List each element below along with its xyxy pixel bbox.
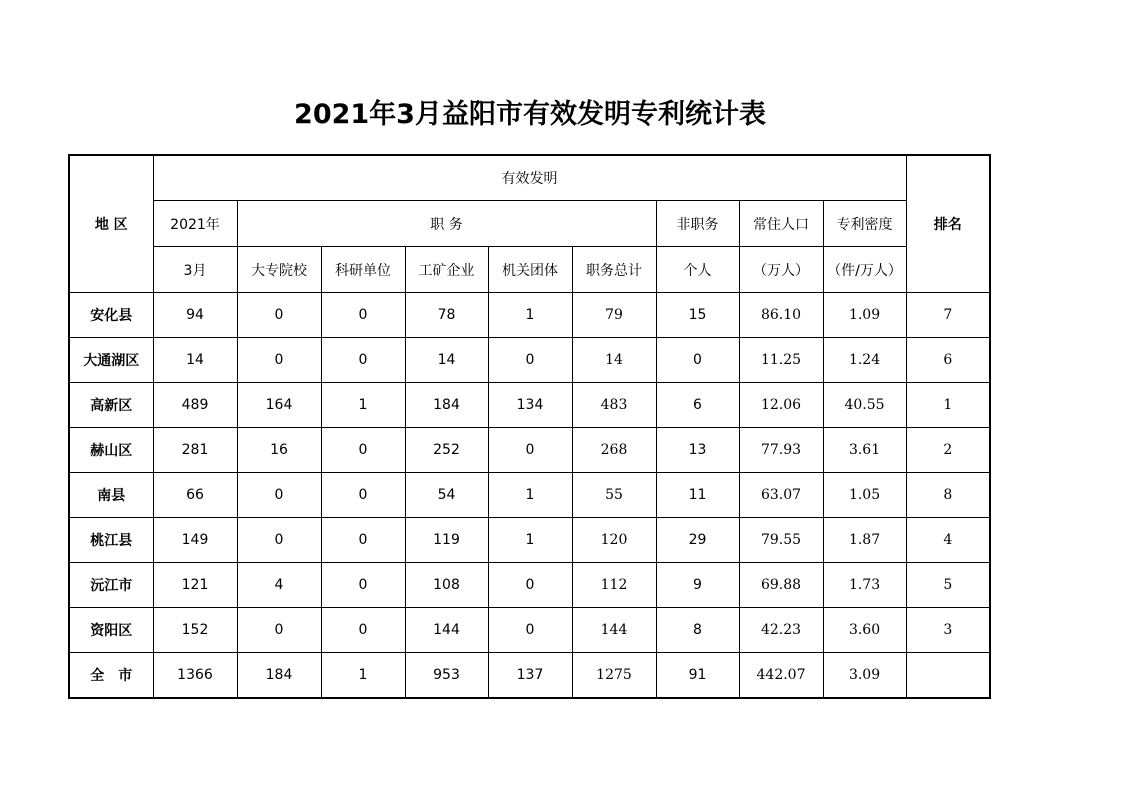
table-row	[69, 518, 990, 563]
institution-cell: 137	[488, 653, 572, 699]
region-cell: 安化县	[69, 293, 153, 338]
region-cell: 沅江市	[69, 563, 153, 608]
service-total-cell: 1275	[572, 653, 656, 699]
institution-cell: 1	[488, 473, 572, 518]
density-cell: 3.60	[823, 608, 906, 653]
region-cell: 大通湖区	[69, 338, 153, 383]
density-cell: 3.09	[823, 653, 906, 699]
total-cell: 94	[153, 293, 237, 338]
region-cell: 高新区	[69, 383, 153, 428]
region-cell: 南县	[69, 473, 153, 518]
total-cell: 66	[153, 473, 237, 518]
research-cell: 0	[321, 608, 405, 653]
rank-cell: 6	[906, 338, 990, 383]
individual-cell: 6	[656, 383, 739, 428]
header-density: 专利密度	[823, 201, 906, 247]
density-cell: 1.09	[823, 293, 906, 338]
total-cell: 281	[153, 428, 237, 473]
research-cell: 1	[321, 383, 405, 428]
header-density-unit: （件/万人）	[823, 247, 906, 293]
patent-statistics-table	[68, 154, 991, 699]
header-year-top: 2021年	[153, 201, 237, 247]
industry-cell: 78	[405, 293, 488, 338]
industry-cell: 184	[405, 383, 488, 428]
table-row	[69, 428, 990, 473]
university-cell: 0	[237, 473, 321, 518]
density-cell: 3.61	[823, 428, 906, 473]
header-research: 科研单位	[321, 247, 405, 293]
university-cell: 0	[237, 518, 321, 563]
university-cell: 184	[237, 653, 321, 699]
total-cell: 14	[153, 338, 237, 383]
header-service: 职 务	[237, 201, 656, 247]
density-cell: 1.87	[823, 518, 906, 563]
university-cell: 0	[237, 338, 321, 383]
header-population: 常住人口	[739, 201, 823, 247]
service-total-cell: 79	[572, 293, 656, 338]
university-cell: 164	[237, 383, 321, 428]
industry-cell: 108	[405, 563, 488, 608]
individual-cell: 15	[656, 293, 739, 338]
total-cell: 121	[153, 563, 237, 608]
header-year-bottom: 3月	[153, 247, 237, 293]
region-cell: 资阳区	[69, 608, 153, 653]
industry-cell: 252	[405, 428, 488, 473]
rank-cell	[906, 653, 990, 699]
institution-cell: 1	[488, 518, 572, 563]
table-row	[69, 338, 990, 383]
header-region: 地 区	[69, 155, 153, 293]
industry-cell: 119	[405, 518, 488, 563]
table-row-total	[69, 653, 990, 699]
individual-cell: 9	[656, 563, 739, 608]
university-cell: 0	[237, 293, 321, 338]
table-row	[69, 383, 990, 428]
density-cell: 1.24	[823, 338, 906, 383]
institution-cell: 0	[488, 428, 572, 473]
header-university: 大专院校	[237, 247, 321, 293]
population-cell: 86.10	[739, 293, 823, 338]
university-cell: 0	[237, 608, 321, 653]
industry-cell: 953	[405, 653, 488, 699]
table-row	[69, 473, 990, 518]
header-effective-invention: 有效发明	[153, 155, 906, 201]
table-row	[69, 608, 990, 653]
rank-cell: 3	[906, 608, 990, 653]
individual-cell: 91	[656, 653, 739, 699]
population-cell: 442.07	[739, 653, 823, 699]
header-individual: 个人	[656, 247, 739, 293]
density-cell: 1.05	[823, 473, 906, 518]
rank-cell: 7	[906, 293, 990, 338]
research-cell: 0	[321, 563, 405, 608]
population-cell: 42.23	[739, 608, 823, 653]
population-cell: 11.25	[739, 338, 823, 383]
density-cell: 1.73	[823, 563, 906, 608]
rank-cell: 1	[906, 383, 990, 428]
population-cell: 12.06	[739, 383, 823, 428]
region-cell: 桃江县	[69, 518, 153, 563]
institution-cell: 0	[488, 608, 572, 653]
density-cell: 40.55	[823, 383, 906, 428]
institution-cell: 134	[488, 383, 572, 428]
table-row	[69, 563, 990, 608]
university-cell: 16	[237, 428, 321, 473]
header-rank: 排名	[906, 155, 990, 293]
header-industry: 工矿企业	[405, 247, 488, 293]
total-cell: 152	[153, 608, 237, 653]
service-total-cell: 14	[572, 338, 656, 383]
total-cell: 489	[153, 383, 237, 428]
research-cell: 0	[321, 473, 405, 518]
industry-cell: 144	[405, 608, 488, 653]
header-non-service: 非职务	[656, 201, 739, 247]
population-cell: 77.93	[739, 428, 823, 473]
research-cell: 0	[321, 293, 405, 338]
university-cell: 4	[237, 563, 321, 608]
rank-cell: 5	[906, 563, 990, 608]
header-institution: 机关团体	[488, 247, 572, 293]
individual-cell: 11	[656, 473, 739, 518]
rank-cell: 2	[906, 428, 990, 473]
region-cell: 全 市	[69, 653, 153, 699]
service-total-cell: 55	[572, 473, 656, 518]
service-total-cell: 268	[572, 428, 656, 473]
header-service-total: 职务总计	[572, 247, 656, 293]
institution-cell: 0	[488, 338, 572, 383]
service-total-cell: 483	[572, 383, 656, 428]
research-cell: 0	[321, 428, 405, 473]
individual-cell: 8	[656, 608, 739, 653]
industry-cell: 14	[405, 338, 488, 383]
total-cell: 149	[153, 518, 237, 563]
individual-cell: 0	[656, 338, 739, 383]
institution-cell: 0	[488, 563, 572, 608]
rank-cell: 8	[906, 473, 990, 518]
institution-cell: 1	[488, 293, 572, 338]
individual-cell: 29	[656, 518, 739, 563]
rank-cell: 4	[906, 518, 990, 563]
table-row	[69, 293, 990, 338]
individual-cell: 13	[656, 428, 739, 473]
region-cell: 赫山区	[69, 428, 153, 473]
service-total-cell: 112	[572, 563, 656, 608]
page-title: 2021年3月益阳市有效发明专利统计表	[294, 99, 766, 130]
research-cell: 0	[321, 338, 405, 383]
total-cell: 1366	[153, 653, 237, 699]
header-population-unit: （万人）	[739, 247, 823, 293]
industry-cell: 54	[405, 473, 488, 518]
service-total-cell: 120	[572, 518, 656, 563]
research-cell: 1	[321, 653, 405, 699]
population-cell: 63.07	[739, 473, 823, 518]
service-total-cell: 144	[572, 608, 656, 653]
population-cell: 69.88	[739, 563, 823, 608]
research-cell: 0	[321, 518, 405, 563]
population-cell: 79.55	[739, 518, 823, 563]
